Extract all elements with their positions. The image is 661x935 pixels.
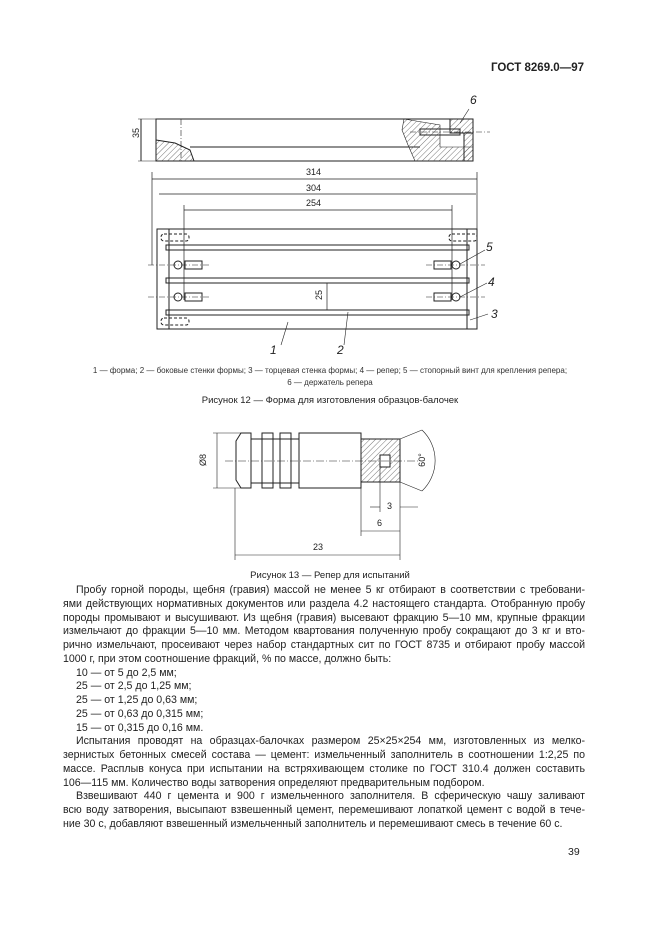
fraction-item: 25 — от 1,25 до 0,63 мм; — [76, 694, 198, 707]
text-line: ями действующих нормативных документов или раздела 4.2 настоящего стандарта. Отобранную пробу — [63, 597, 585, 610]
text-line: Взвешивают 440 г цемента и 900 г измельченного заполнителя. В сферическую чашу заливают — [76, 790, 585, 803]
text-line: породы промывают и высушивают. Из щебня (гравия) высевают фракцию 5—10 мм, крупные фракции — [63, 611, 585, 624]
fraction-item: 25 — от 2,5 до 1,25 мм; — [76, 680, 192, 693]
callout-1: 1 — [270, 343, 277, 357]
callout-6: 6 — [470, 93, 477, 107]
fraction-item: 10 — от 5 до 2,5 мм; — [76, 666, 177, 679]
dim-angle: 60° — [416, 453, 427, 467]
dim-diameter: Ø8 — [198, 453, 209, 467]
form-plan-view — [148, 229, 488, 345]
text-line: массе. Расплыв конуса при испытании на встряхивающем столике по ГОСТ 310.4 должен составить — [63, 762, 585, 775]
figure-13-caption: Рисунок 13 — Репер для испытаний — [250, 570, 410, 581]
document-id-header: ГОСТ 8269.0—97 — [490, 62, 584, 74]
figure-12-legend-line-2: 6 — держатель репера — [287, 378, 373, 387]
page-number: 39 — [568, 846, 580, 858]
text-line: зернистых бетонных смесей состава — цемент: измельченный заполнитель в соотношении 1:2,25 по — [63, 749, 585, 762]
dim-304: 304 — [306, 183, 322, 193]
reper-drawing — [213, 430, 435, 560]
dim-25: 25 — [314, 289, 325, 301]
callout-3: 3 — [491, 307, 498, 321]
text-line: Пробу горной породы, щебня (гравия) массой не менее 5 кг отбирают в соответствии с требовани- — [76, 584, 585, 596]
form-section-view — [138, 109, 490, 161]
text-line: рично измельчают, просеивают через набор стандартных сит по ГОСТ 8735 и отбирают пробу массой — [63, 639, 585, 652]
callout-2: 2 — [337, 343, 344, 357]
figure-12-legend-line-1: 1 — форма; 2 — боковые стенки формы; 3 — торцевая стенка формы; 4 — репер; 5 — стопорный винт для крепления репера; — [92, 366, 568, 375]
dim-314: 314 — [306, 167, 322, 177]
dim-35: 35 — [131, 127, 142, 139]
text-line: 106—115 мм. Количество воды затворения определяют предварительным подбором. — [63, 776, 485, 789]
callout-5: 5 — [486, 240, 493, 254]
text-line: 1000 г, при этом соотношение фракций, % по массе, должно быть: — [63, 652, 392, 665]
text-line: Испытания проводят на образцах-балочках размером 25×25×254 мм, изготовленных из мелко- — [76, 735, 585, 748]
callout-4: 4 — [488, 275, 495, 289]
dim-23: 23 — [313, 542, 324, 552]
text-line: всю воду затворения, высыпают взвешенный цемент, перемешивают лопаткой цемент с водой в тече- — [63, 804, 585, 817]
fraction-item: 25 — от 0,63 до 0,315 мм; — [76, 707, 204, 720]
dim-6: 6 — [377, 518, 383, 528]
dim-254: 254 — [306, 198, 322, 208]
text-line: ние 30 с, добавляют взвешенный измельченный заполнитель и перемешивают смесь в течение 60 с. — [63, 818, 563, 830]
dim-3: 3 — [387, 501, 393, 511]
fraction-item: 15 — от 0,315 до 0,16 мм. — [76, 721, 204, 734]
text-line: измельчают до фракции 5—10 мм. Методом квартования полученную пробу сокращают до 3 кг и вто- — [63, 625, 585, 638]
figure-12-caption: Рисунок 12 — Форма для изготовления образцов-балочек — [201, 395, 459, 406]
